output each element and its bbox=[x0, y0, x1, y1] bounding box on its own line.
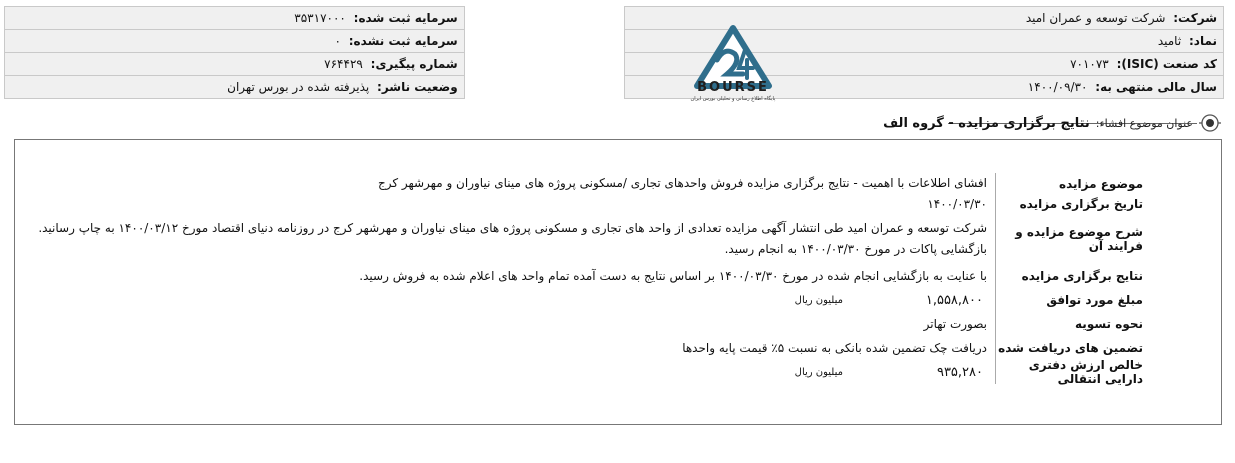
registered-capital-value: ۳۵۳۱۷۰۰۰ bbox=[294, 11, 346, 25]
registered-capital-cell bbox=[5, 7, 465, 30]
header-row-company bbox=[5, 7, 1224, 30]
company-value: شرکت توسعه و عمران امید bbox=[1025, 11, 1166, 25]
amount-group bbox=[795, 290, 987, 311]
process-label: شرح موضوع مزایده و فرایند آن bbox=[995, 214, 1145, 264]
tracking-value: ۷۶۴۴۲۹ bbox=[324, 57, 363, 71]
guarantee-label: تضمین های دریافت شده bbox=[995, 336, 1145, 360]
amount-value: ۱,۵۵۸,۸۰۰ bbox=[925, 292, 983, 308]
amount-label: مبلغ مورد توافق bbox=[995, 288, 1145, 312]
company-label: شرکت: bbox=[1173, 11, 1217, 25]
date-label: تاریخ برگزاری مزایده bbox=[995, 194, 1145, 214]
date-value: ۱۴۰۰/۰۳/۳۰ bbox=[927, 196, 987, 211]
registered-capital-label: سرمایه ثبت شده: bbox=[353, 11, 458, 25]
isic-label: کد صنعت (ISIC): bbox=[1116, 57, 1217, 71]
publisher-status-value: پذیرفته شده در بورس تهران bbox=[227, 80, 370, 94]
subject-label: عنوان موضوع افشاء: bbox=[1095, 116, 1193, 130]
disclosure-details-box bbox=[14, 139, 1222, 425]
details-rows bbox=[38, 173, 1145, 384]
logo-cell bbox=[464, 7, 624, 99]
settlement-label: نحوه تسویه bbox=[995, 312, 1145, 336]
guarantee-value: دریافت چک تضمین شده بانکی به نسبت ۵٪ قیمت پایه واحدها bbox=[682, 340, 987, 355]
symbol-value: ثامید bbox=[1157, 34, 1182, 48]
detail-row-guarantee bbox=[38, 336, 1145, 360]
symbol-label: نماد: bbox=[1188, 34, 1217, 48]
topic-label: موضوع مزایده bbox=[995, 173, 1145, 194]
book-value-cell bbox=[795, 360, 995, 384]
book-value-group bbox=[795, 362, 987, 383]
subject-heading bbox=[883, 112, 1221, 134]
detail-row-date bbox=[38, 194, 1145, 214]
fiscal-value: ۱۴۰۰/۰۹/۳۰ bbox=[1027, 80, 1088, 94]
tracking-label: شماره پیگیری: bbox=[370, 57, 458, 71]
target-bullet-icon bbox=[1199, 112, 1221, 134]
book-value-unit: میلیون ریال bbox=[794, 366, 843, 378]
book-value-value: ۹۳۵,۲۸۰ bbox=[936, 364, 983, 380]
publisher-status-label: وضعیت ناشر: bbox=[377, 80, 458, 94]
detail-row-book-value bbox=[38, 360, 1145, 384]
amount-value-cell bbox=[795, 288, 995, 312]
settlement-value: بصورت تهاتر bbox=[923, 316, 987, 331]
detail-row-topic bbox=[38, 173, 1145, 194]
fiscal-label: سال مالی منتهی به: bbox=[1095, 80, 1217, 94]
result-label: نتایج برگزاری مزایده bbox=[995, 264, 1145, 288]
detail-row-settlement bbox=[38, 312, 1145, 336]
result-value: با عنایت به بازگشایی انجام شده در مورخ ۱۴۰۰/۰۳/۳۰ بر اساس نتایج به دست آمده تمام واحد های اعلام شده به فروش رسید. bbox=[359, 268, 987, 283]
topic-value: افشای اطلاعات با اهمیت - نتایج برگزاری مزایده فروش واحدهای تجاری /مسکونی پروژه های مینای نیاوران و مهرشهر کرج bbox=[377, 176, 987, 190]
logo-subtext: پایگاه اطلاع رسانی و تحلیلی بورس ایران bbox=[690, 96, 776, 102]
tracking-cell bbox=[5, 53, 465, 76]
isic-value: ۷۰۱۰۷۳ bbox=[1070, 57, 1109, 71]
unregistered-capital-label: سرمایه ثبت نشده: bbox=[348, 34, 458, 48]
publisher-status-cell bbox=[5, 76, 465, 99]
detail-row-result bbox=[38, 264, 1145, 288]
book-value-label: خالص ارزش دفتری دارایی انتقالی bbox=[995, 360, 1145, 384]
unregistered-capital-cell bbox=[5, 30, 465, 53]
subject-value: نتایج برگزاری مزایده - گروه الف bbox=[883, 115, 1090, 131]
header-info-table bbox=[4, 6, 1224, 99]
process-value bbox=[38, 214, 995, 264]
logo-text: BOURSE bbox=[697, 80, 769, 95]
amount-unit: میلیون ریال bbox=[794, 294, 843, 306]
process-line-2: بازگشایی پاکات در مورخ ۱۴۰۰/۰۳/۳۰ به انجام رسید. bbox=[724, 242, 987, 256]
unregistered-capital-value: ۰ bbox=[334, 34, 341, 48]
process-line-1: شرکت توسعه و عمران امید طی انتشار آگهی مزایده تعدادی از واحد های تجاری و مسکونی پروژه های مینای نیاوران و مهرشهر کرج در روزنامه دنیای اقتصاد مورخ ۱۴۰۰/۰۳/۱۲ به چاپ رسانید. bbox=[38, 221, 987, 235]
detail-row-amount bbox=[38, 288, 1145, 312]
detail-row-process bbox=[38, 214, 1145, 264]
